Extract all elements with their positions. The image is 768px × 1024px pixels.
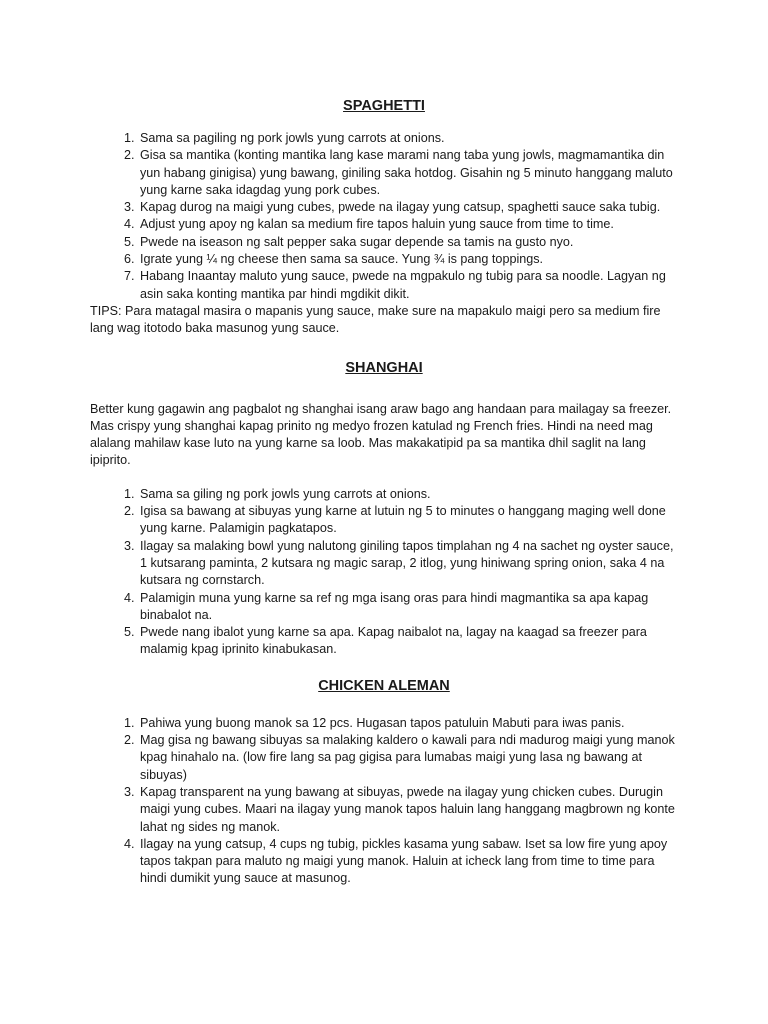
spaghetti-heading: SPAGHETTI	[343, 98, 425, 114]
list-item: 4. Adjust yung apoy ng kalan sa medium fire tapos haluin yung sauce from time to time.	[138, 216, 678, 233]
list-item: 6. Igrate yung ¼ ng cheese then sama sa sauce. Yung ¾ is pang toppings.	[138, 251, 678, 268]
list-item: 2. Igisa sa bawang at sibuyas yung karne at lutuin ng 5 to minutes o hanggang maging well done yung karne. Palamigin pagkatapos.	[138, 503, 678, 538]
list-item: 5. Pwede nang ibalot yung karne sa apa. Kapag naibalot na, lagay na kaagad sa freezer para malamig kpag iprinito kinabukasan.	[138, 624, 678, 659]
list-item: 3. Kapag transparent na yung bawang at sibuyas, pwede na ilagay yung chicken cubes. Durugin maigi yung cubes. Maari na ilagay yung manok tapos haluin lang hanggang magbrown ng konte lahat ng sides ng manok.	[138, 784, 678, 836]
list-item: 2. Gisa sa mantika (konting mantika lang kase marami nang taba yung jowls, magmamantika din yun habang ginigisa) yung bawang, giniling saka hotdog. Gisahin ng 5 minuto hanggang maluto yung karne saka idagdag yung pork cubes.	[138, 147, 678, 199]
spaghetti-steps	[90, 130, 678, 303]
shanghai-heading: SHANGHAI	[345, 359, 423, 376]
shanghai-intro: Better kung gagawin ang pagbalot ng shanghai isang araw bago ang handaan para mailagay sa freezer. Mas crispy yung shanghai kapag prinito ng medyo frozen katulad ng French fries. Hindi na need mag alalang mahilaw kase luto na yung karne sa loob. Mas makakatipid pa sa mantika dhil saglit na lang ipiprito.	[90, 401, 672, 468]
list-item: 7. Habang Inaantay maluto yung sauce, pwede na mgpakulo ng tubig para sa noodle. Lagyan ng asin saka konting mantika par hindi mgdikit dikit.	[138, 268, 678, 303]
list-item: 2. Mag gisa ng bawang sibuyas sa malaking kaldero o kawali para ndi madurog maigi yung manok kpag hinahalo na. (low fire lang sa pag gigisa para lumabas maigi yung lasa ng bawang at sibuyas)	[138, 732, 678, 784]
shanghai-steps	[90, 486, 678, 659]
list-item: 4. Ilagay na yung catsup, 4 cups ng tubig, pickles kasama yung sabaw. Iset sa low fire yung apoy tapos takpan para maluto ng maigi yung manok. Haluin at icheck lang from time to time para hindi dumikit yung sauce at masunog.	[138, 836, 678, 888]
list-item: 3. Ilagay sa malaking bowl yung nalutong giniling tapos timplahan ng 4 na sachet ng oyster sauce, 1 kutsarang paminta, 2 kutsara ng magic sarap, 2 itlog, yung hiniwang spring onion, saka 4 na kutsara ng cornstarch.	[138, 538, 678, 590]
list-item: 1. Pahiwa yung buong manok sa 12 pcs. Hugasan tapos patuluin Mabuti para iwas panis.	[138, 715, 678, 732]
list-item: 5. Pwede na iseason ng salt pepper saka sugar depende sa tamis na gusto nyo.	[138, 234, 678, 251]
spaghetti-tips: TIPS: Para matagal masira o mapanis yung sauce, make sure na mapakulo maigi pero sa medium fire lang wag itotodo baka masunog yung sauce.	[90, 303, 661, 336]
list-item: 1. Sama sa pagiling ng pork jowls yung carrots at onions.	[138, 130, 678, 147]
chicken-aleman-steps	[90, 715, 678, 888]
chicken-aleman-heading: CHICKEN ALEMAN	[318, 677, 450, 694]
list-item: 1. Sama sa giling ng pork jowls yung carrots at onions.	[138, 486, 678, 503]
list-item: 3. Kapag durog na maigi yung cubes, pwede na ilagay yung catsup, spaghetti sauce saka tubig.	[138, 199, 678, 216]
list-item: 4. Palamigin muna yung karne sa ref ng mga isang oras para hindi magmantika sa apa kapag binabalot na.	[138, 590, 678, 625]
